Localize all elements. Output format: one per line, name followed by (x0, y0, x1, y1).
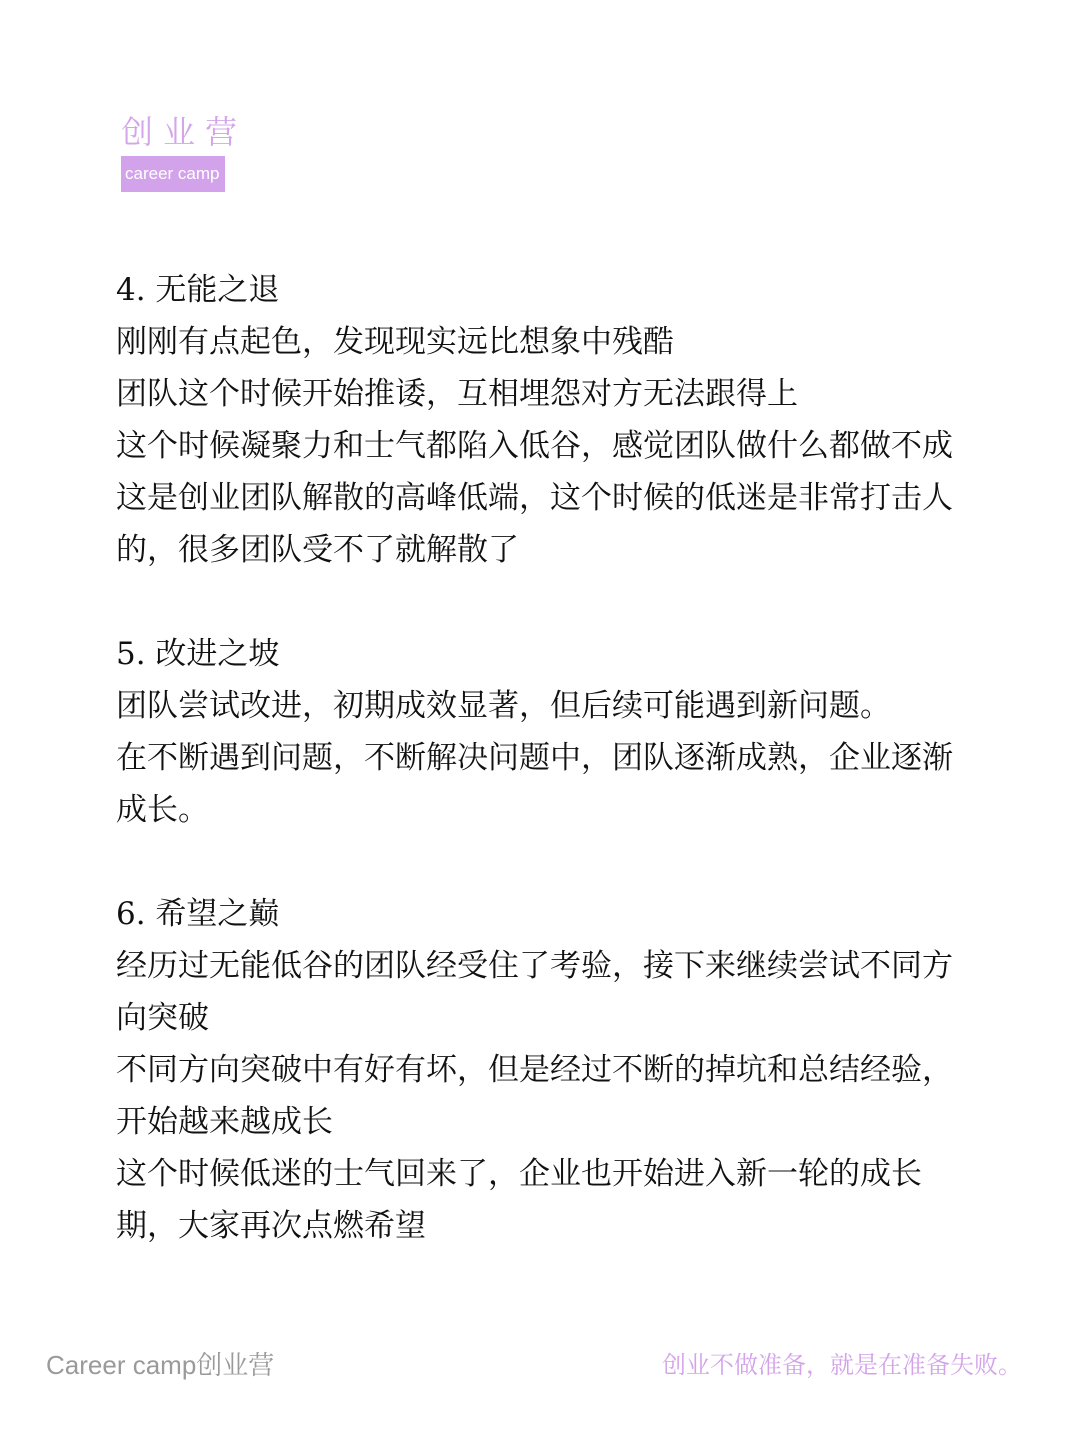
paragraph-line: 团队这个时候开始推诿，互相埋怨对方无法跟得上 (116, 376, 798, 412)
section-6 (116, 888, 1016, 1252)
brand-logo (121, 112, 247, 192)
paragraph-line: 这是创业团队解散的高峰低端，这个时候的低迷是非常打击人 (116, 480, 953, 516)
article-body (116, 264, 1016, 1304)
section-heading: 4. 无能之退 (116, 272, 280, 308)
section-heading: 5. 改进之坡 (116, 636, 280, 672)
footer-brand-text: Career camp创业营 (46, 1350, 275, 1380)
section-heading: 6. 希望之巅 (116, 896, 280, 932)
paragraph-line: 这个时候凝聚力和士气都陷入低谷，感觉团队做什么都做不成 (116, 428, 953, 464)
paragraph-line: 经历过无能低谷的团队经受住了考验，接下来继续尝试不同方 (116, 948, 953, 984)
paragraph-line: 这个时候低迷的士气回来了，企业也开始进入新一轮的成长 (116, 1156, 922, 1192)
paragraph-line: 的，很多团队受不了就解散了 (116, 532, 519, 568)
logo-english-badge: career camp (121, 156, 225, 192)
paragraph-line: 团队尝试改进，初期成效显著，但后续可能遇到新问题。 (116, 688, 891, 724)
section-5 (116, 628, 1016, 836)
paragraph-line: 刚刚有点起色，发现现实远比想象中残酷 (116, 324, 674, 360)
paragraph-line: 开始越来越成长 (116, 1104, 333, 1140)
paragraph-line: 成长。 (116, 792, 209, 828)
paragraph-line: 不同方向突破中有好有坏，但是经过不断的掉坑和总结经验， (116, 1052, 953, 1088)
section-4 (116, 264, 1016, 576)
logo-chinese-text: 创业营 (121, 113, 248, 151)
footer-slogan: 创业不做准备，就是在准备失败。 (662, 1351, 1022, 1379)
paragraph-line: 期，大家再次点燃希望 (116, 1208, 426, 1244)
paragraph-line: 在不断遇到问题，不断解决问题中，团队逐渐成熟，企业逐渐 (116, 740, 953, 776)
paragraph-line: 向突破 (116, 1000, 209, 1036)
